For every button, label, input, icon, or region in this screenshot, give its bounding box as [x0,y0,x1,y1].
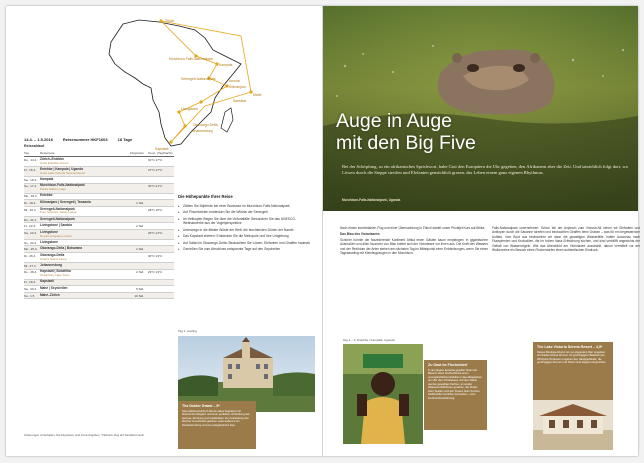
itinerary-row [24,286,174,293]
row-flight-time: 10 Std. [134,293,144,298]
trip-dates: 14.4. – 1.5.2016 [24,137,53,142]
row-day: So., 24.4. [24,240,37,245]
row-place: Serengeti-Nationalpark [40,216,75,221]
row-temperature: 32°C 21°C [148,184,163,189]
lodge-title: The Lake Victoria Serena Resort – 4,5* [537,345,603,349]
row-place: Livingstone | Sambia [40,223,72,228]
madagascar-outline [221,108,233,132]
africa-route-map [101,16,271,151]
row-flight-time: 2 Std. [136,224,144,229]
row-route [40,270,120,277]
row-route [40,287,120,291]
row-place: Livingstone [40,229,58,234]
map-label: Murchison-Falls-Nationalpark [169,57,214,61]
highlights-title: Die Höhepunkte Ihrer Reise [178,194,233,199]
row-place: Entebbe [40,193,53,198]
row-route [40,231,120,238]
itinerary-row [24,184,174,194]
highlight-item: ▸ Auf Pirschfahrten entdecken Sie die Wildnis der Serengeti [178,210,313,214]
map-label: Kapstadt [155,147,169,151]
row-route [40,264,120,268]
row-flight-time: 1 Std. [136,200,144,205]
itinerary-table [24,151,174,299]
row-route [40,158,120,165]
row-route [40,184,120,191]
row-flight-time: 5 Std. [136,287,144,292]
row-route [40,218,120,222]
row-temperature: 23°C 13°C [148,270,163,275]
row-accommodation: Hotel Lake Victoria Serena Resort [40,170,86,175]
row-day: Do., 21.4. [24,217,38,222]
highlights-list [178,204,313,254]
itinerary-row [24,157,174,167]
map-label: Mahé [253,93,262,97]
row-place: Entebbe | Kampala | Uganda [40,166,83,171]
row-flight-time: 1 Std. [136,247,144,252]
hotel-text: Das traditionsreiche 5-Sterne-Haus begeistert mit historischer Eleganz und einer perfekten Verbindung aus Genuss, Erholung und Gastlichkeit. Zur Ausstattung des Zürcher Luxushotels gehören unter anderem ein Kunstsammlung und ein preisgekröntes Spa. [182,409,250,427]
row-accommodation: Hotel Entebbe Airport [40,160,69,165]
row-day: Sa., 23.4. [24,230,37,235]
row-route [40,247,120,251]
trip-number: Reisenummer HKF1603 [62,137,108,142]
map-label: Livingstone [181,107,199,111]
row-place: Kampala [40,176,54,181]
row-place: Johannesburg [40,262,62,267]
highlight-item: ▸ Auf Safari im Okavango-Delta: Beobachten Sie Löwen, Elefanten und Giraffen hautnah [178,241,313,245]
hotel-photo-caption: Tag 1: Ausflug [178,329,197,333]
hotel-info-box [178,401,256,449]
row-route [40,168,120,175]
row-accommodation: Chief's Island Camp [40,256,67,261]
row-place: Mahé | Seychellen [40,286,68,291]
row-place: Okavango-Delta [40,252,65,257]
itinerary-row [24,253,174,263]
row-day: Mo., 25.4. [24,247,38,252]
map-label: Kampala [219,63,233,67]
row-day: Mi., 27.4. [24,263,37,268]
row-day: Mi., 20.4. [24,207,37,212]
row-temperature: 31°C 17°C [148,157,163,162]
map-label: Johannesburg [191,129,213,133]
highlight-item: ▸ Genießen Sie zum Abschluss entspannte Tage auf den Seychellen [178,247,313,251]
row-day: So., 17.4. [24,184,37,189]
kid-title: Zu Gast im Fischerdorf [428,363,468,367]
row-temperature: 27°C 17°C [148,167,163,172]
row-day: So., 1.5. [24,293,36,298]
itinerary-row [24,270,174,280]
row-temperature: 30°C 13°C [148,253,163,258]
highlight-item: ▸ Zählen Sie Nilpferde bei einer Bootstour im Murchison-Falls-Nationalpark [178,204,313,208]
row-temperature: 26°C 14°C [148,230,163,235]
itinerary-row [24,167,174,177]
row-temperature: 28°C 15°C [148,207,163,212]
hero-hippo-photo [323,6,638,211]
row-day: Do., 14.4. [24,157,38,162]
row-day: Sa., 30.4. [24,287,37,292]
itinerary-row [24,200,174,207]
row-day: Fr., 29.4. [24,280,36,285]
body-column-2: Falls-Nationalpark unternehmen. Schon bei der Anpirsch zum Victoria-Nil sehen wir Elefanten und Antilopen durch die Savanne streifen und beobachten Giraffen beim Grasen – was für ein begeisternder Auftakt. Vom Boot aus beobachten wir dann die gewaltigen Wasserfälle, halten Ausschau nach Flusspferden und Krokodilen, die im hohen Nass Erfrischung suchen, und sind verblüfft angesichts der Vielfalt von Wasservögeln. Wie das Abendlicht am Victoriasee ausstrahlt, darum vermittelt vor der Wolkenreise ein Besuch eines Fischerdorfes einen authentischen Eindruck. [492,226,640,253]
lodge-text: Dieses Boutique-Resort ist von elegantem Flair umgeben und bietet schöne Zimmer mit großzügigem Badezimmer, Whirlpool-Terrassen umgeben den Hauptgebäude, die großzügigen Zimmer und Suiten sind elegant eingerichtet. [537,350,607,365]
row-day: Fr., 15.4. [24,167,36,172]
row-place: Okavango-Delta | Botswana [40,246,82,251]
itinerary-row [24,230,174,240]
row-place: Serengeti-Nationalpark [40,206,75,211]
row-route [40,280,120,284]
row-route [40,241,120,245]
hotel-title: The Dolder Grand – 5* [182,404,220,408]
map-label: Sansibar [233,99,247,103]
map-label: Arusha [229,79,240,83]
row-place: Murchison-Falls-Nationalpark [40,183,85,188]
row-route [40,178,120,182]
row-day: Fr., 22.4. [24,224,36,229]
row-day: Di., 26.4. [24,253,37,258]
trip-header [24,137,174,148]
row-day: Di., 19.4. [24,200,37,205]
map-label: Kilimanjaro [229,85,246,89]
body-column-1: Nach einem komfortablen Flug und einer Übernachtung in Zürich startet unser Privatjet Kurs auf Afrika. Das Blau des Victoriasees Schöner könnte der faszinierende Kontinent Afrika einen Gästen kaum empfangen: in gigantischen Ausmaßen und allen Nuancen von Blau breitet sich der Victoriasee vor ihnen aus. Die Kraft des Wassers und der Reichtum der Arten stehen am nächsten Tag im Mittelpunkt einer Entdeckungen, wenn Sie einen Tagesausflug mit Kleinflugzeugen in den Murchison- [340,226,488,256]
highlight-item: ▸ Unterwegs in die älteste Wüste der Welt: die leuchtenden Dünen der Namib [178,228,313,232]
kid-photo-caption: Tag 2 – 3: Entebbe | Kampala, Uganda [343,338,395,342]
row-route [40,254,120,261]
row-route [40,294,120,298]
footnote: Änderungen vorbehalten. Die Flugzeiten sind Circa-Angaben. *Inklusive Flug auf Sansibar-Inseln [24,433,145,437]
row-route [40,208,120,215]
hero-title: Auge in Auge mit den Big Five [336,110,476,154]
kid-photo [343,344,423,444]
itinerary-header: Tag Reiseroute Flugzeiten Temp. (Tag/Nacht) [24,151,173,155]
map-label: Serengeti-Nationalpark [181,77,216,81]
itinerary-row [24,223,174,230]
hero-lead-text: Bei der Schöpfung, so ein afrikanisches Sprichwort, habe Gott den Europäern die Uhr gegeben, den Afrikanern aber die Zeit. Und tatsächlich folgt dort, wo Löwen durch die Steppe streifen und Elefanten gemächlich grasen, das Leben einem ganz eigenen Rhythmus. [342,164,629,175]
row-place: Zürich–Entebbe [40,156,65,161]
itinerary-row [24,293,174,300]
row-route [40,194,120,198]
row-place: Kapstadt [40,279,54,284]
row-route [40,201,120,205]
map-label: Okavango-Delta [193,123,218,127]
row-place: Mahé–Zürich [40,292,60,297]
trip-days: 18 Tage [117,137,133,142]
row-place: Kapstadt | Südafrika [40,269,71,274]
body-subheading: Das Blau des Victoriasees [340,232,380,237]
row-route [40,224,120,228]
row-day: Do., 28.4. [24,270,38,275]
kid-text: In der Region Entebbe gewährt Ihnen der Besuch eines Fischerdorfes einen unvergleichlichen Einblick in das Alltagsleben am Ufer des Victoriasees. Auf dem Markt werden gewaltige Fischen, an weiten Wasserverhältnissen gesehen, die Kinder beim Spielen und den Frauen beim Kochen traditioneller Gerichte zuzusehen – eine berührende Erfahrung. [428,368,482,400]
highlight-item: ▸ Das Kapstadt erleben: Entdecken Sie die Metropole und ihre Umgebung [178,234,313,238]
map-label: Zürich [165,19,175,23]
lodge-photo [533,400,613,450]
schedule-title: Reiseablauf [24,144,45,148]
row-flight-time: 2 Std. [136,270,144,275]
row-accommodation: Royal Livingstone Hotel [40,233,72,238]
row-day: Mo., 18.4. [24,194,38,199]
row-accommodation: Four Seasons Safari Lodge [40,210,77,215]
brochure-spread [6,6,638,456]
row-accommodation: One&Only Cape Town [40,273,70,278]
row-place: Kilimanjaro | Serengeti | Tansania [40,199,91,204]
itinerary-row [24,207,174,217]
hero-caption: Murchison-Falls-Nationalpark, Uganda [342,198,401,202]
lodge-info-box [533,342,613,400]
row-accommodation: Paraa Safari Lodge [40,187,66,192]
row-day: Sa., 16.4. [24,177,37,182]
row-place: Livingstone [40,239,58,244]
kid-info-box [424,360,487,430]
highlight-item: ▸ Im Helikopter fliegen Sie über die Victoriafälle: Bewundern Sie das UNESCO-Weltnaturerbe aus der Vogelperspektive [178,217,313,226]
